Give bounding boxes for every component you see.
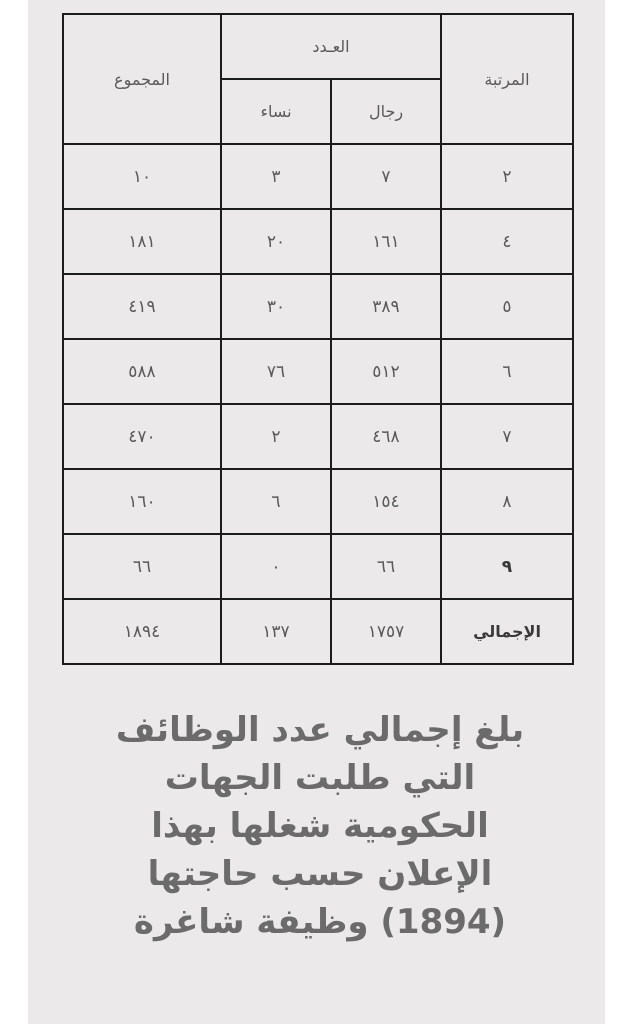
men-cell: ١٥٤ xyxy=(331,469,441,534)
men-cell: ٥١٢ xyxy=(331,339,441,404)
totals-row xyxy=(63,599,573,664)
men-cell: ٦٦ xyxy=(331,534,441,599)
men-cell: ١٦١ xyxy=(331,209,441,274)
women-cell: ٧٦ xyxy=(221,339,331,404)
rank-cell: ٥ xyxy=(441,274,573,339)
men-cell: ٣٨٩ xyxy=(331,274,441,339)
header-count: العـدد xyxy=(221,14,441,79)
table-row xyxy=(63,404,573,469)
header-total: المجموع xyxy=(63,14,221,144)
total-cell: ٤٧٠ xyxy=(63,404,221,469)
table-row xyxy=(63,274,573,339)
grand-total: ١٨٩٤ xyxy=(63,599,221,664)
caption-line: بلغ إجمالي عدد الوظائف xyxy=(115,710,525,750)
table-row xyxy=(63,469,573,534)
women-cell: ٠ xyxy=(221,534,331,599)
header-men: رجال xyxy=(331,79,441,144)
total-cell: ١٠ xyxy=(63,144,221,209)
women-cell: ٢ xyxy=(221,404,331,469)
total-cell: ٥٨٨ xyxy=(63,339,221,404)
total-cell: ٦٦ xyxy=(63,534,221,599)
table-row xyxy=(63,339,573,404)
caption-line: التي طلبت الجهات xyxy=(164,758,476,798)
header-women: نساء xyxy=(221,79,331,144)
men-total: ١٧٥٧ xyxy=(331,599,441,664)
total-cell: ١٦٠ xyxy=(63,469,221,534)
jobs-table xyxy=(62,13,574,665)
caption-line: الحكومية شغلها بهذا xyxy=(151,806,489,846)
women-cell: ٦ xyxy=(221,469,331,534)
total-cell: ١٨١ xyxy=(63,209,221,274)
summary-caption xyxy=(60,706,580,946)
caption-line: الإعلان حسب حاجتها xyxy=(147,854,493,894)
table-row xyxy=(63,209,573,274)
women-cell: ٢٠ xyxy=(221,209,331,274)
rank-cell: ٨ xyxy=(441,469,573,534)
caption-line: (1894) وظيفة شاغرة xyxy=(133,902,507,942)
men-cell: ٤٦٨ xyxy=(331,404,441,469)
women-total: ١٣٧ xyxy=(221,599,331,664)
rank-cell: ٢ xyxy=(441,144,573,209)
women-cell: ٣ xyxy=(221,144,331,209)
rank-cell: ٦ xyxy=(441,339,573,404)
table-row xyxy=(63,534,573,599)
totals-label: الإجمالي xyxy=(441,599,573,664)
rank-cell: ٤ xyxy=(441,209,573,274)
women-cell: ٣٠ xyxy=(221,274,331,339)
rank-cell: ٧ xyxy=(441,404,573,469)
table-row xyxy=(63,144,573,209)
total-cell: ٤١٩ xyxy=(63,274,221,339)
header-rank: المرتبة xyxy=(441,14,573,144)
rank-cell: ٩ xyxy=(441,534,573,599)
men-cell: ٧ xyxy=(331,144,441,209)
